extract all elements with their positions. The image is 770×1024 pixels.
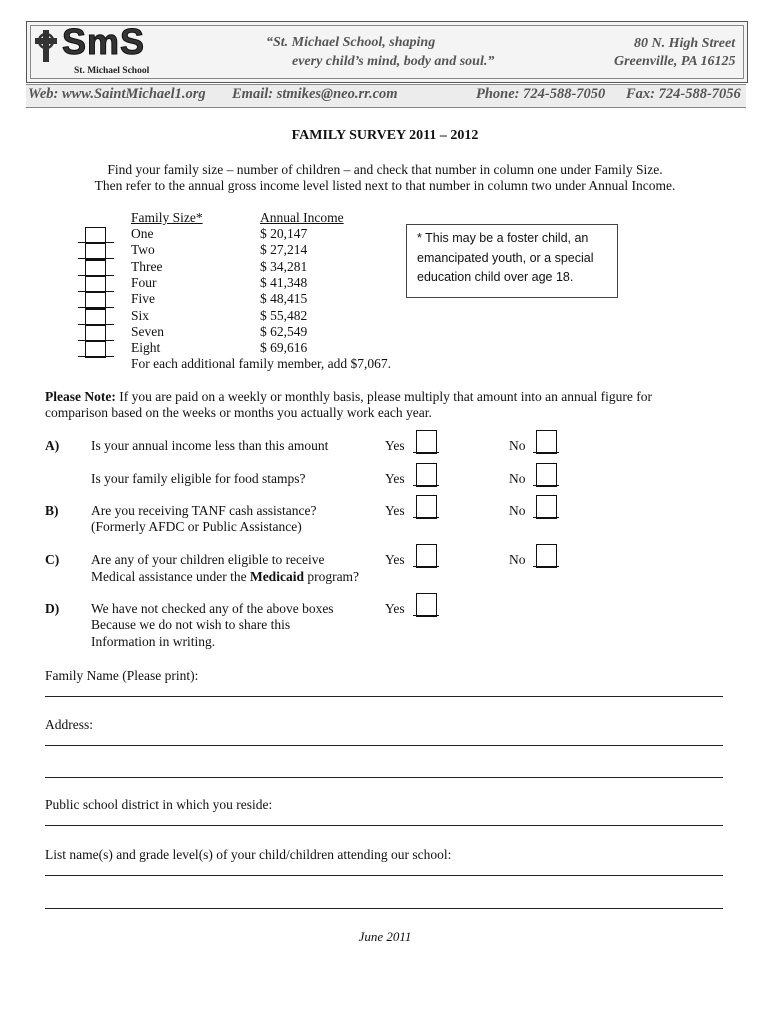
- family-size-label: Four: [131, 274, 157, 290]
- footnote-line-1: * This may be a foster child, an: [417, 231, 589, 245]
- checkbox-underline: [78, 356, 114, 357]
- no-checkbox[interactable]: [536, 463, 557, 487]
- family-size-label: Seven: [131, 323, 164, 339]
- question-d-line-1: We have not checked any of the above boxes: [91, 601, 334, 616]
- yes-underline: [413, 517, 439, 518]
- no-label: No: [509, 503, 526, 518]
- question-a-letter: A): [45, 438, 60, 453]
- yes-underline: [413, 452, 439, 453]
- family-name-line[interactable]: [45, 696, 723, 697]
- annual-income-value: $ 62,549: [260, 323, 308, 339]
- address-line-b[interactable]: [45, 777, 723, 778]
- children-label: List name(s) and grade level(s) of your child/children attending our school:: [45, 847, 452, 862]
- yes-label: Yes: [385, 503, 405, 518]
- annual-income-value: $ 34,281: [260, 258, 308, 274]
- please-note-line-2: comparison based on the weeks or months you actually work each year.: [45, 405, 432, 420]
- family-size-label: Five: [131, 291, 156, 307]
- yes-underline: [413, 485, 439, 486]
- yes-label: Yes: [385, 471, 405, 486]
- children-line-a[interactable]: [45, 875, 723, 876]
- yes-checkbox[interactable]: [416, 430, 437, 454]
- family-size-label: Eight: [131, 340, 161, 356]
- no-checkbox[interactable]: [536, 544, 557, 568]
- no-checkbox[interactable]: [536, 495, 557, 519]
- family-size-label: Six: [131, 307, 150, 323]
- no-underline: [533, 452, 559, 453]
- question-c-line-2: Medical assistance under the Medicaid program?: [91, 569, 360, 584]
- annual-income-value: $ 41,348: [260, 274, 308, 290]
- celtic-cross-icon: [33, 28, 59, 64]
- yes-underline: [413, 615, 439, 616]
- footnote-line-3: education child over age 18.: [417, 270, 574, 284]
- annual-income-value: $ 48,415: [260, 291, 308, 307]
- question-d-letter: D): [45, 601, 60, 616]
- address-line-1: 80 N. High Street: [634, 36, 736, 51]
- footer-date: June 2011: [358, 929, 412, 944]
- family-size-label: Three: [131, 258, 163, 274]
- yes-underline: [413, 566, 439, 567]
- question-c-letter: C): [45, 552, 60, 567]
- annual-income-value: $ 20,147: [260, 226, 308, 241]
- family-size-label: One: [131, 226, 154, 241]
- annual-income-value: $ 69,616: [260, 340, 308, 356]
- please-note-line-1: Please Note: If you are paid on a weekly or monthly basis, please multiply that amount into an annual figure for: [45, 389, 652, 404]
- no-underline: [533, 566, 559, 567]
- footnote-line-2: emancipated youth, or a special: [417, 250, 594, 265]
- fax-number: Fax: 724-588-7056: [626, 86, 741, 102]
- address-line-a[interactable]: [45, 745, 723, 746]
- school-logo: SmS: [62, 21, 146, 62]
- yes-label: Yes: [385, 552, 405, 567]
- no-checkbox[interactable]: [536, 430, 557, 454]
- address-line-2: Greenville, PA 16125: [614, 54, 736, 69]
- yes-label: Yes: [385, 601, 405, 616]
- motto-line-1: “St. Michael School, shaping: [266, 35, 436, 50]
- logo-subtitle: St. Michael School: [74, 66, 150, 76]
- page-title: FAMILY SURVEY 2011 – 2012: [291, 128, 479, 143]
- motto-line-2: every child’s mind, body and soul.”: [292, 54, 495, 69]
- instructions-line-1: Find your family size – number of children – and check that number in column one under Family Size.: [107, 162, 663, 177]
- question-d-line-3: Information in writing.: [91, 634, 216, 649]
- question-b-line-1: Are you receiving TANF cash assistance?: [91, 503, 317, 518]
- yes-checkbox[interactable]: [416, 593, 437, 617]
- question-a1-text: Is your annual income less than this amount: [91, 438, 329, 453]
- no-label: No: [509, 438, 526, 453]
- question-d-line-2: Because we do not wish to share this: [91, 617, 291, 632]
- children-line-b[interactable]: [45, 908, 723, 909]
- family-size-header: Family Size*: [131, 210, 203, 225]
- family-size-label: Two: [131, 242, 155, 258]
- web-address: Web: www.SaintMichael1.org: [28, 86, 206, 102]
- yes-checkbox[interactable]: [416, 544, 437, 568]
- no-label: No: [509, 471, 526, 486]
- no-underline: [533, 517, 559, 518]
- please-note-label: Please Note:: [45, 389, 116, 404]
- annual-income-value: $ 27,214: [260, 242, 308, 258]
- question-b-line-2: (Formerly AFDC or Public Assistance): [91, 519, 302, 534]
- annual-income-header: Annual Income: [260, 210, 344, 225]
- additional-member-note: For each additional family member, add $7,067.: [131, 356, 392, 371]
- phone-number: Phone: 724-588-7050: [476, 86, 606, 102]
- instructions-line-2: Then refer to the annual gross income level listed next to that number in column two under Annual Income.: [94, 178, 676, 193]
- no-label: No: [509, 552, 526, 567]
- family-name-label: Family Name (Please print):: [45, 668, 199, 683]
- yes-label: Yes: [385, 438, 405, 453]
- question-b-letter: B): [45, 503, 59, 518]
- question-a2-text: Is your family eligible for food stamps?: [91, 471, 306, 486]
- footnote-box: [406, 224, 618, 298]
- yes-checkbox[interactable]: [416, 495, 437, 519]
- question-c-line-1: Are any of your children eligible to receive: [91, 552, 325, 567]
- district-line[interactable]: [45, 825, 723, 826]
- email-address: Email: stmikes@neo.rr.com: [232, 86, 398, 102]
- yes-checkbox[interactable]: [416, 463, 437, 487]
- annual-income-value: $ 55,482: [260, 307, 308, 323]
- address-label: Address:: [45, 717, 93, 732]
- district-label: Public school district in which you reside:: [45, 797, 273, 812]
- no-underline: [533, 485, 559, 486]
